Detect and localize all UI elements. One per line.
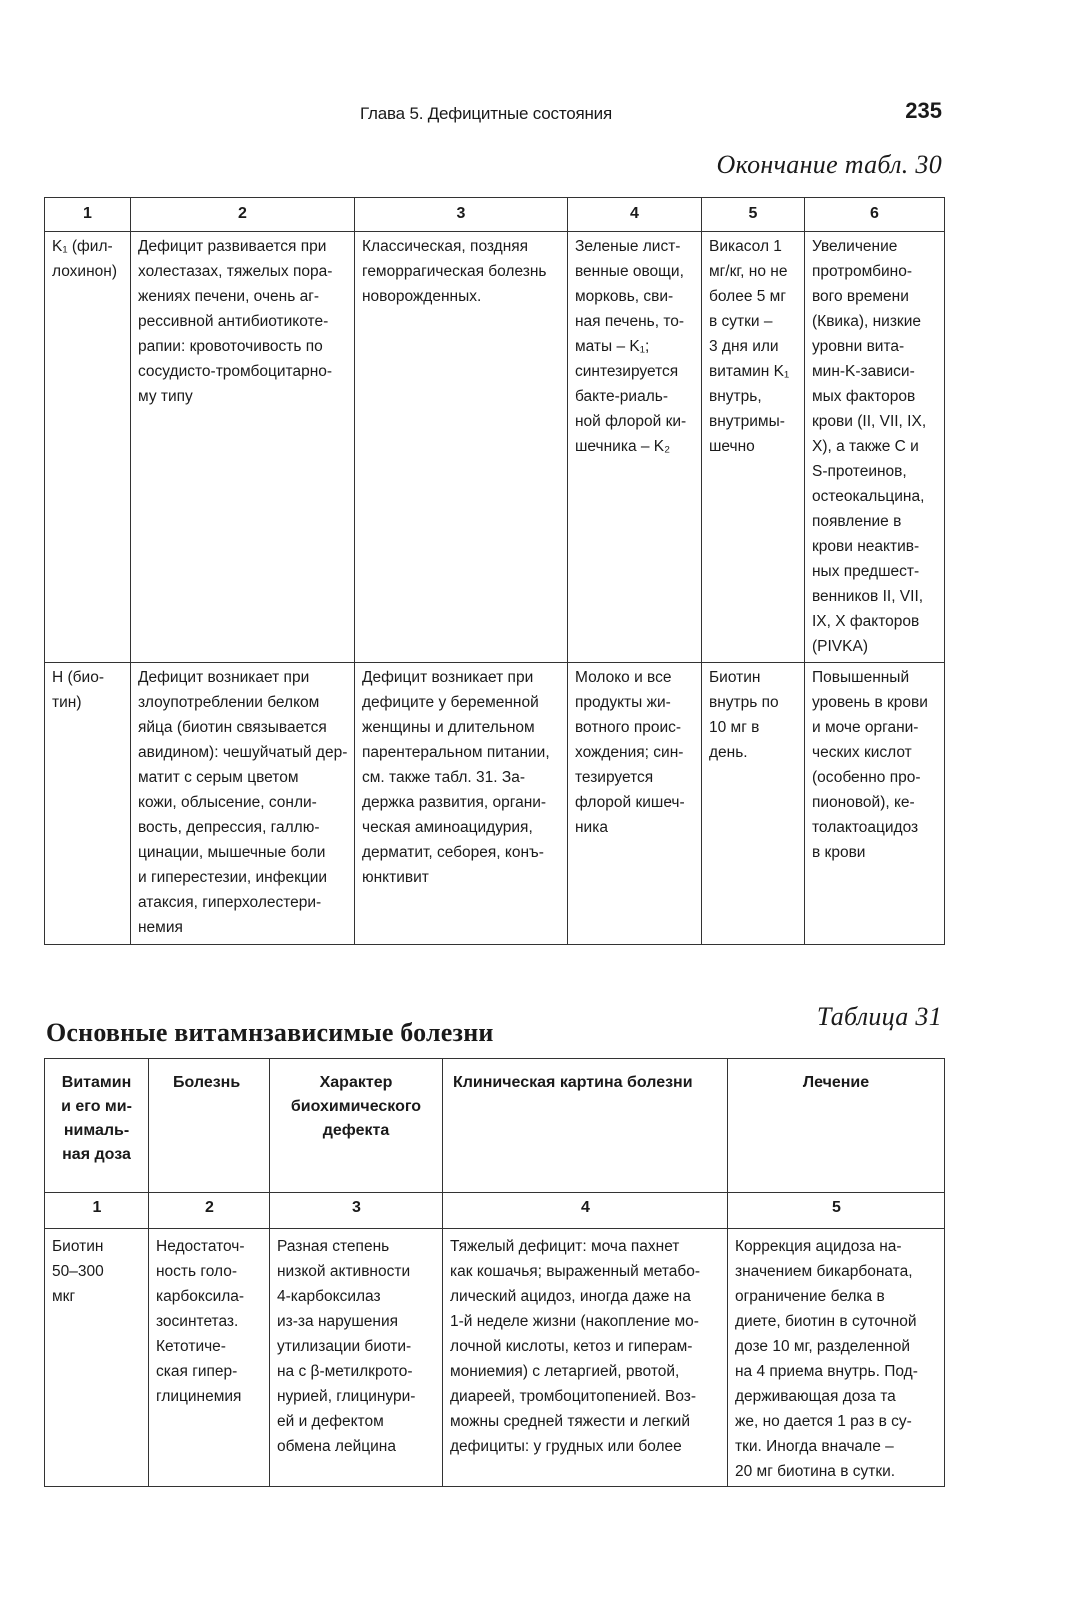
text-line: X), а также С и <box>812 438 919 455</box>
text-line: дефициты: у грудных или более <box>450 1438 682 1455</box>
text-line: ность голо- <box>156 1263 238 1280</box>
text-line: (PIVKA) <box>812 638 868 655</box>
text-line: более 5 мг <box>709 288 786 305</box>
text-line: ных предшест- <box>812 563 920 580</box>
text-line: 4-карбоксилаз <box>277 1288 381 1305</box>
text-line: S-протеинов, <box>812 463 907 480</box>
text-line: шечника – K₂ <box>575 438 671 455</box>
text-line: глицинемия <box>156 1388 242 1405</box>
text-line: Клиническая картина болезни <box>453 1074 693 1091</box>
text-line: (Квика), низкие <box>812 313 921 330</box>
biochemical-defect-cell <box>270 1229 443 1487</box>
text-line: диете, биотин в суточной <box>735 1313 917 1330</box>
text-line: Тяжелый дефицит: моча пахнет <box>450 1238 680 1255</box>
text-line: держка развития, органи- <box>362 794 547 811</box>
text-line: морковь, сви- <box>575 288 674 305</box>
text-line: Молоко и все <box>575 669 672 686</box>
treatment-cell <box>702 663 805 945</box>
text-line: атаксия, гиперхолестери- <box>138 894 322 911</box>
text-line: парентеральном питании, <box>362 744 550 761</box>
text-line: см. также табл. 31. За- <box>362 769 526 786</box>
text-line: хождения; син- <box>575 744 684 761</box>
column-header-vitamin <box>45 1059 149 1193</box>
text-line: синтезируется <box>575 363 679 380</box>
text-line: и его ми- <box>61 1098 132 1115</box>
text-line: тезируется <box>575 769 654 786</box>
column-number: 2 <box>149 1193 270 1229</box>
text-line: 50–300 <box>52 1263 104 1280</box>
running-title: Глава 5. Дефицитные состояния <box>360 104 612 123</box>
text-line: Разная степень <box>277 1238 390 1255</box>
text-line: Увеличение <box>812 238 898 255</box>
text-line: юнктивит <box>362 869 429 886</box>
text-line: из-за нарушения <box>277 1313 399 1330</box>
text-line: Дефицит возникает при <box>362 669 534 686</box>
text-line: Витамин <box>61 1074 132 1091</box>
sources-cell <box>568 232 702 663</box>
text-line: витамин K₁ <box>709 363 790 380</box>
table-row <box>45 663 945 945</box>
text-line: ская гипер- <box>156 1363 238 1380</box>
treatment-cell <box>702 232 805 663</box>
lab-findings-cell <box>805 663 945 945</box>
text-line: мых факторов <box>812 388 916 405</box>
table31 <box>44 1058 945 1487</box>
vitamin-cell <box>45 232 131 663</box>
text-line: Лечение <box>802 1074 870 1091</box>
text-line: протромбино- <box>812 263 912 280</box>
text-line: крови (II, VII, IX, <box>812 413 927 430</box>
text-line: му типу <box>138 388 193 405</box>
column-header-defect <box>270 1059 443 1193</box>
table31-number-row <box>45 1193 945 1229</box>
text-line: Болезнь <box>173 1074 241 1091</box>
text-line: мин-K-зависи- <box>812 363 915 380</box>
text-line: ей и дефектом <box>277 1413 384 1430</box>
table30-number-row <box>45 198 945 232</box>
column-number: 1 <box>45 198 131 232</box>
deficiency-causes-cell <box>131 232 355 663</box>
text-line: дефиците у беременной <box>362 694 539 711</box>
text-line: карбоксила- <box>156 1288 245 1305</box>
text-line: сосудисто-тромбоцитарно- <box>138 363 333 380</box>
text-line: на с β-метилкрото- <box>277 1363 413 1380</box>
text-line: ной флорой ки- <box>575 413 687 430</box>
text-line: дерматит, себорея, конъ- <box>362 844 544 861</box>
column-number: 3 <box>270 1193 443 1229</box>
text-line: H (био- <box>52 669 104 686</box>
page-number: 235 <box>905 98 942 123</box>
text-line: нурией, глицинури- <box>277 1388 416 1405</box>
text-line: уровень в крови <box>812 694 928 711</box>
text-line: дефекта <box>322 1122 390 1139</box>
table31-header-row <box>45 1059 945 1193</box>
text-line: тки. Иногда вначале – <box>735 1438 894 1455</box>
table30 <box>44 197 945 945</box>
text-line: Повышенный <box>812 669 910 686</box>
text-line: флорой кишеч- <box>575 794 685 811</box>
text-line: утилизации биоти- <box>277 1338 412 1355</box>
text-line: вотного проис- <box>575 719 682 736</box>
clinical-picture-cell <box>443 1229 728 1487</box>
text-line: холестазах, тяжелых пора- <box>138 263 333 280</box>
column-header-treatment <box>728 1059 945 1193</box>
text-line: бакте-риаль- <box>575 388 668 405</box>
text-line: пионовой), ке- <box>812 794 915 811</box>
column-number: 1 <box>45 1193 149 1229</box>
column-number: 6 <box>805 198 945 232</box>
text-line: ная доза <box>62 1146 131 1163</box>
table-row <box>45 1229 945 1487</box>
text-line: тин) <box>52 694 82 711</box>
table-row <box>45 232 945 663</box>
column-number: 4 <box>443 1193 728 1229</box>
text-line: мониемия) с летаргией, рвотой, <box>450 1363 680 1380</box>
vitamin-cell <box>45 663 131 945</box>
text-line: лохинон) <box>52 263 117 280</box>
text-line: кожи, облысение, сонли- <box>138 794 317 811</box>
column-number: 5 <box>702 198 805 232</box>
text-line: 1-й неделе жизни (накопление мо- <box>450 1313 699 1330</box>
text-line: матит с серым цветом <box>138 769 299 786</box>
text-line: толактоацидоз <box>812 819 919 836</box>
text-line: Дефицит возникает при <box>138 669 310 686</box>
column-number: 3 <box>355 198 568 232</box>
text-line: рессивной антибиотикоте- <box>138 313 329 330</box>
text-line: лический ацидоз, иногда даже на <box>450 1288 691 1305</box>
text-line: немия <box>138 919 183 936</box>
lab-findings-cell <box>805 232 945 663</box>
text-line: внутрь, <box>709 388 762 405</box>
text-line: держивающая доза та <box>735 1388 896 1405</box>
text-line: дозе 10 мг, разделенной <box>735 1338 910 1355</box>
text-line: 20 мг биотина в сутки. <box>735 1463 896 1480</box>
text-line: Биотин <box>709 669 761 686</box>
table31-title: Основные витамнзависимые болезни <box>46 1018 494 1047</box>
text-line: 3 дня или <box>709 338 779 355</box>
disease-cell <box>149 1229 270 1487</box>
text-line: Недостаточ- <box>156 1238 245 1255</box>
text-line: жениях печени, очень аг- <box>138 288 320 305</box>
text-line: Дефицит развивается при <box>138 238 327 255</box>
text-line: ограничение белка в <box>735 1288 885 1305</box>
running-head <box>0 98 1070 132</box>
text-line: Классическая, поздняя <box>362 238 529 255</box>
text-line: 10 мг в <box>709 719 760 736</box>
deficiency-causes-cell <box>131 663 355 945</box>
text-line: ника <box>575 819 608 836</box>
text-line: продукты жи- <box>575 694 671 711</box>
text-line: новорожденных. <box>362 288 482 305</box>
text-line: уровни вита- <box>812 338 905 355</box>
text-line: можны средней тяжести и легкий <box>450 1413 690 1430</box>
text-line: остеокальцина, <box>812 488 925 505</box>
text-line: мкг <box>52 1288 76 1305</box>
text-line: (особенно про- <box>812 769 921 786</box>
table31-caption: Таблица 31 <box>816 1002 942 1031</box>
text-line: внутримы- <box>709 413 785 430</box>
text-line: маты – K₁; <box>575 338 650 355</box>
text-line: венные овощи, <box>575 263 684 280</box>
sources-cell <box>568 663 702 945</box>
column-number: 5 <box>728 1193 945 1229</box>
text-line: диареей, тромбоцитопенией. Воз- <box>450 1388 697 1405</box>
text-line: нималь- <box>63 1122 130 1139</box>
text-line: ная печень, то- <box>575 313 685 330</box>
text-line: зосинтетаз. <box>156 1313 239 1330</box>
text-line: же, но дается 1 раз в су- <box>735 1413 912 1430</box>
text-line: яйца (биотин связывается <box>138 719 327 736</box>
text-line: мг/кг, но не <box>709 263 788 280</box>
column-header-disease <box>149 1059 270 1193</box>
text-line: как кошачья; выраженный метабо- <box>450 1263 701 1280</box>
text-line: Кетотиче- <box>156 1338 226 1355</box>
text-line: день. <box>709 744 748 761</box>
column-number: 2 <box>131 198 355 232</box>
vitamin-dose-cell <box>45 1229 149 1487</box>
text-line: вость, депрессия, галлю- <box>138 819 320 836</box>
text-line: вого времени <box>812 288 909 305</box>
text-line: крови неактив- <box>812 538 920 555</box>
treatment-cell <box>728 1229 945 1487</box>
text-line: обмена лейцина <box>277 1438 396 1455</box>
text-line: на 4 приема внутрь. Под- <box>735 1363 918 1380</box>
text-line: злоупотреблении белком <box>138 694 320 711</box>
text-line: ческая аминоацидурия, <box>362 819 533 836</box>
column-header-clinical <box>443 1059 728 1193</box>
text-line: рапии: кровоточивость по <box>138 338 323 355</box>
text-line: и гиперестезии, инфекции <box>138 869 328 886</box>
text-line: Викасол 1 <box>709 238 782 255</box>
column-number: 4 <box>568 198 702 232</box>
disease-cell <box>355 663 568 945</box>
text-line: Коррекция ацидоза на- <box>735 1238 902 1255</box>
text-line: ческих кислот <box>812 744 912 761</box>
text-line: геморрагическая болезнь <box>362 263 547 280</box>
text-line: цинации, мышечные боли <box>138 844 326 861</box>
disease-cell <box>355 232 568 663</box>
text-line: внутрь по <box>709 694 779 711</box>
text-line: IX, X факторов <box>812 613 920 630</box>
text-line: Характер <box>319 1074 393 1091</box>
text-line: в сутки – <box>709 313 773 330</box>
text-line: авидином): чешуйчатый дер- <box>138 744 348 761</box>
text-line: K₁ (фил- <box>52 238 113 255</box>
text-line: шечно <box>709 438 755 455</box>
text-line: значением бикарбоната, <box>735 1263 913 1280</box>
text-line: Зеленые лист- <box>575 238 681 255</box>
text-line: Биотин <box>52 1238 104 1255</box>
text-line: в крови <box>812 844 866 861</box>
text-line: женщины и длительном <box>362 719 535 736</box>
text-line: и моче органи- <box>812 719 919 736</box>
table30-caption: Окончание табл. 30 <box>716 150 942 179</box>
text-line: биохимического <box>290 1098 422 1115</box>
text-line: низкой активности <box>277 1263 411 1280</box>
text-line: появление в <box>812 513 902 530</box>
text-line: венников II, VII, <box>812 588 924 605</box>
text-line: лочной кислоты, кетоз и гиперам- <box>450 1338 693 1355</box>
